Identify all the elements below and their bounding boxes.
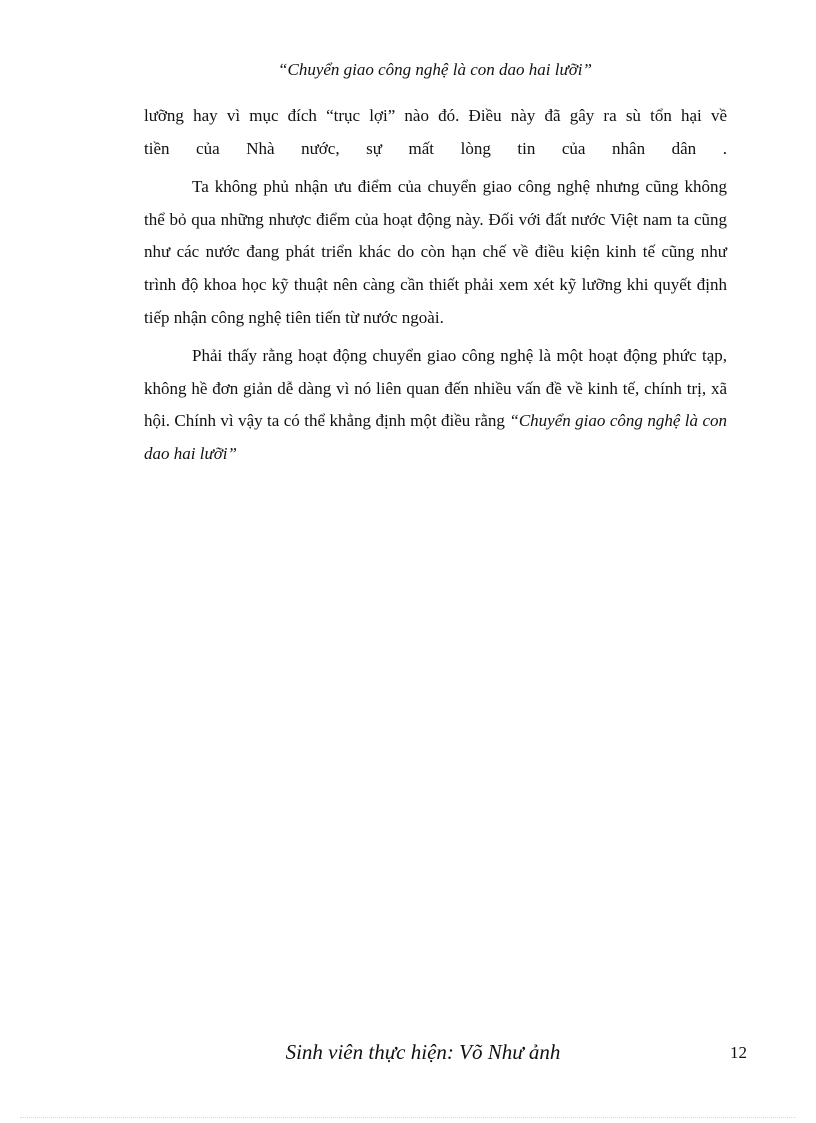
page-number: 12	[730, 1043, 747, 1062]
paragraph	[144, 340, 727, 470]
paragraph-line: lưỡng hay vì mục đích “trục lợi” nào đó. Điều này đã gây ra sù tổn hại về	[144, 106, 727, 125]
footer-signature: Sinh viên thực hiện: Võ Như ảnh	[285, 1040, 561, 1064]
paragraph: Ta không phủ nhận ưu điểm của chuyển giao công nghệ nhưng cũng không thể bỏ qua những nhược điểm của hoạt động này. Đối với đất nước Việt nam ta cũng như các nước đang phát triển khác do còn hạn chế về điều kiện kinh tế cũng như trình độ khoa học kỹ thuật nên càng cần thiết phải xem xét kỹ lưỡng khi quyết định tiếp nhận công nghệ tiên tiến từ nước ngoài.	[144, 177, 727, 327]
quoted-phrase: “Chuyển giao công nghệ là con dao hai lưỡi”	[144, 411, 728, 463]
paragraph-line: tiền của Nhà nước, sự mất lòng tin của nhân dân .	[144, 138, 727, 158]
running-header: “Chuyển giao công nghệ là con dao hai lưỡi”	[278, 60, 592, 79]
body-text	[144, 100, 727, 477]
paragraph-continuation	[144, 100, 727, 165]
bottom-divider	[20, 1117, 796, 1118]
paragraph-text: Phải thấy rằng hoạt động chuyển giao công nghệ là một hoạt động phức tạp, không hề đơn giản dễ dàng vì nó liên quan đến nhiều vấn đề về kinh tế, chính trị, xã hội. Chính vì vậy ta có thể khẳng định một điều rằng	[144, 346, 727, 431]
